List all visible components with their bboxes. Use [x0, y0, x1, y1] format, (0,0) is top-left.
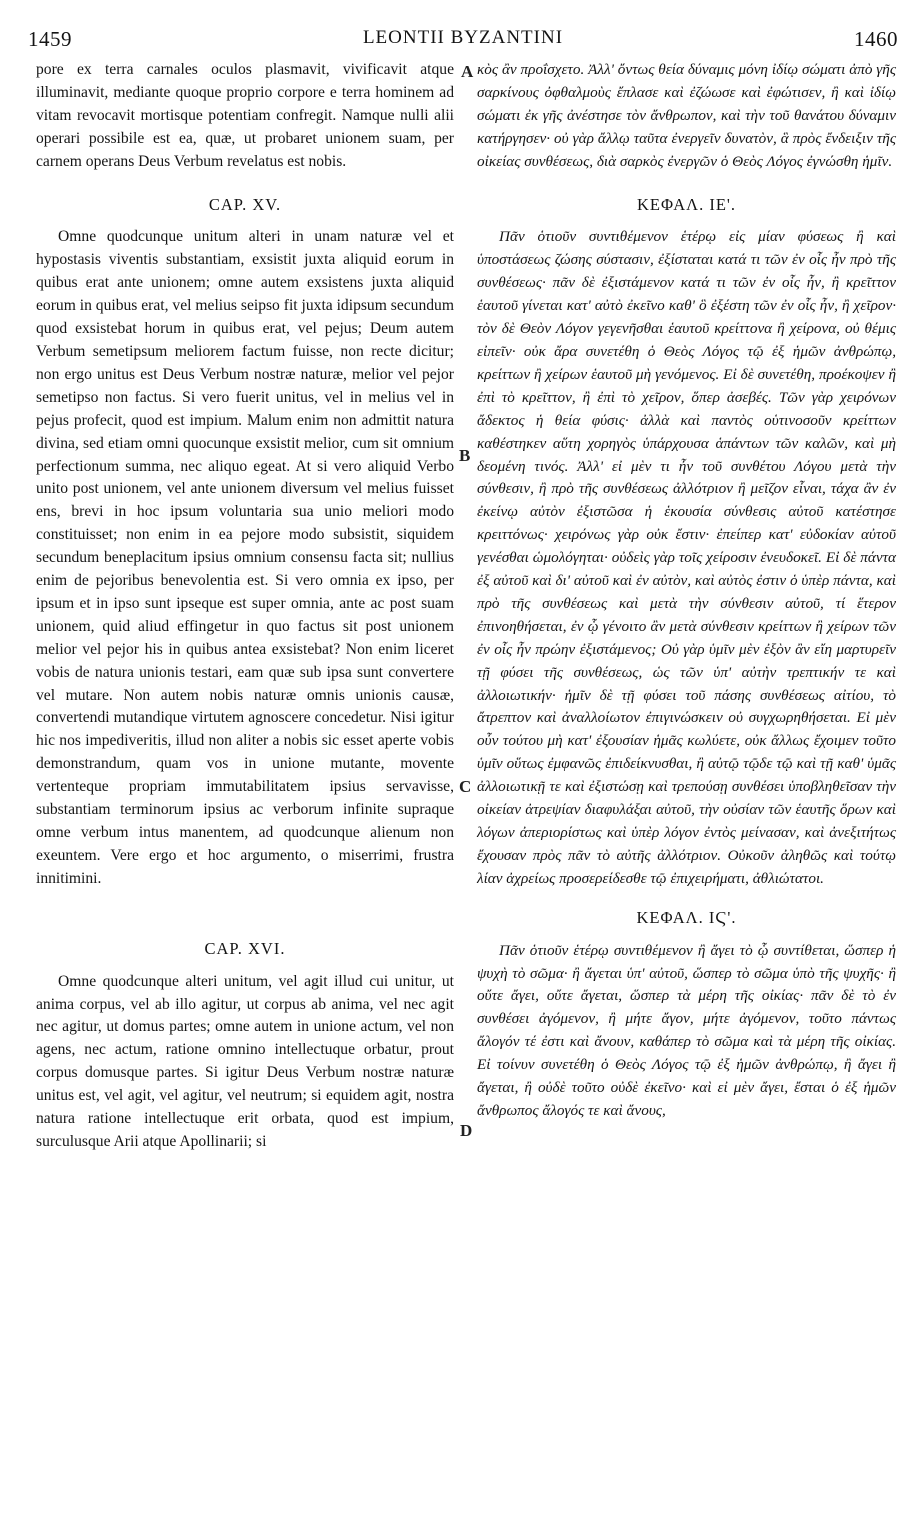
latin-intro-paragraph: pore ex terra carnales oculos plasmavit, vivificavit atque illuminavit, mediante quoque proprio corpore e terra hominem ad vitam revocavit mortisque potentiam confregit. Namque nulli alii operari possibile est ea, quæ, ut probaret unionem suam, per carnem operans Deus Verbum revelatus est nobis.: [36, 61, 454, 170]
greek-column: [477, 59, 896, 1123]
latin-column: [36, 59, 454, 1154]
left-page-number: 1459: [28, 27, 72, 51]
margin-letter-a: A: [461, 62, 474, 81]
margin-letter-d: D: [460, 1121, 473, 1140]
latin-chapter-16-text: Omne quodcunque alteri unitum, vel agit illud cui unitur, ut anima corpus, vel ab illo agitur, ut corpus ab anima, vel nec agit nec agitur, ut domus partes; omne autem in unione actum, vel non agens, nec actum, ratione omnino intellectuque orbatur, prout corpus domusque partes. Si igitur Deus Verbum nostræ naturæ unitus est, vel agit, vel agitur, vel neutrum; si equidem agit, nostra natura ratione intellectuque erit orbata, quod est impium, surculusque Arii atque Apollinarii; si: [36, 972, 454, 1150]
greek-chapter-15-heading: ΚΕΦΑΛ. ΙΕ'.: [636, 194, 737, 214]
latin-chapter-15-heading: CAP. XV.: [208, 194, 282, 214]
margin-letter-c: C: [459, 777, 472, 796]
greek-intro-paragraph: κὸς ἂν προΐσχετο. Ἀλλ' ὄντως θεία δύναμις μόνη ἰδίῳ σώματι ἀπὸ γῆς σαρκίνους ὀφθαλμοὺς ἔπλασε καὶ ἐζώωσε καὶ ἐφώτισεν, ἢ καὶ ἰδίῳ σώματι ἐκ γῆς ἀνέστησε τὸν ἄνθρωπον, καὶ τὴν τοῦ θανάτου δύναμιν κατήργησεν· οὐ γὰρ ἄλλῳ ταῦτα ἐνεργεῖν δυνατὸν, ἃ πρὸς ἔνδειξιν τῆς οἰκείας συνθέσεως, διὰ σαρκὸς ἐνεργῶν ὁ Θεὸς Λόγος ἐγνώσθη ἡμῖν.: [477, 61, 896, 170]
running-title: LEONTII BYZANTINI: [362, 27, 564, 48]
right-page-number: 1460: [854, 27, 898, 51]
greek-chapter-16-text: Πᾶν ὁτιοῦν ἑτέρῳ συντιθέμενον ἢ ἄγει τὸ ᾧ συντίθεται, ὥσπερ ἡ ψυχὴ τὸ σῶμα· ἢ ἄγεται ὑπ' αὐτοῦ, ὥσπερ τὸ σῶμα ὑπὸ τῆς ψυχῆς· ἢ οὔτε ἄγει, οὔτε ἄγεται, ὥσπερ τὰ μέρη τῆς οἰκίας· πᾶν δὲ τὸ ἐν συνθέσει ἀγόμενον, ἢ μήτε ἄγον, μήτε ἀγόμενον, τοῦτο πάντως ἄλογόν τέ ἐστι καὶ ἄνουν, καθάπερ τὸ σῶμα καὶ τὰ μέρη τῆς οἰκίας. Εἰ τοίνυν συνετέθη ὁ Θεὸς Λόγος τῷ ἐξ ἡμῶν ἀνθρώπῳ, ἢ ἄγει ἢ ἄγεται, ἢ οὐδὲ τοῦτο οὐδὲ ἐκεῖνο· καὶ εἰ μὲν ἄγει, ἔσται ὁ ἐξ ἡμῶν ἄνθρωπος ἄλογός τε καὶ ἄνους,: [477, 941, 896, 1119]
greek-chapter-16-heading: ΚΕΦΑΛ. ΙϚ'.: [636, 907, 737, 927]
greek-chapter-15-text: Πᾶν ὁτιοῦν συντιθέμενον ἑτέρῳ εἰς μίαν φύσεως ἢ καὶ ὑποστάσεως ζώσης σύστασιν, ἐξίσταται κατά τι τῶν ἐν οἷς ἦν πρὸ τῆς συνθέσεως· πᾶν δὲ ἐξιστάμενον κατά τι τῶν ἐν οἷς ἦν, ἢ κρεῖττον ἑαυτοῦ γίνεται κατ' αὐτὸ ἐκεῖνο καθ' ὃ ἐξέστη τῶν ἐν οἷς ἦν, ἢ χεῖρον· τὸν δὲ Θεὸν Λόγον γεγενῆσθαι ἑαυτοῦ κρείττονα ἢ χείρονα, οὐ θέμις εἰπεῖν· οὐκ ἄρα συνετέθη ὁ Θεὸς Λόγος τῷ ἐξ ἡμῶν ἀνθρώπῳ, κρείττων ἢ χείρων ἑαυτοῦ μὴ γενόμενος. Εἰ δὲ συνετέθη, προέκοψεν ἢ ἐπὶ τὸ κρεῖττον, ἢ ἐπὶ τὸ χεῖρον, ὅπερ ἀσεβές. Τῶν γὰρ χειρόνων ἄδεκτος ἡ θεία φύσις· ἀλλὰ καὶ παντὸς οὑτινοσοῦν κρείττων καθέστηκεν αὕτη χορηγὸς ὑπάρχουσα ἁπάντων τῶν καλῶν, καὶ μὴ δεομένη τινός. Ἀλλ' εἰ μὲν τι ἦν τοῦ συνθέτου Λόγου μετὰ τὴν σύνθεσιν, ἢ πρὸ τῆς συνθέσεως ἀλλότριον ἢ μεῖζον εἶναι, τάχα ἂν ἐν ἐκείνῳ αὐτὸν ἐξιστῶσα ἡ ἑκουσία σύνθεσις αὐτοῦ κατέστησε κρειττόνως· χειρόνως γὰρ οὐκ ἔστιν· ἐπείπερ κατ' εὐδοκίαν αὐτοῦ γενέσθαι ὡμολόγηται· οὐδεὶς γὰρ τοῖς χείροσιν ἐνευδοκεῖ. Εἰ δὲ πάντα ἐξ αὐτοῦ καὶ δι' αὐτοῦ καὶ ἐν αὐτὸν, καὶ αὐτὸς ἐστιν ὁ ὑπὲρ πάντα, καὶ πρὸ τῆς συνθέσεως καὶ μετὰ τὴν σύνθεσιν αὐτοῦ, τί ἕτερον ἐπινοηθήσεται, ἐν ᾧ γένοιτο ἂν μετὰ σύνθεσιν κρείττων ἢ χείρων τῶν ἐν οἷς ἦν πρώην ἐξιστάμενος; Οὐ γὰρ ὑμῖν μὲν ἐξὸν ἂν εἴη μαρτυρεῖν τῇ φύσει τῆς συνθέσεως, ὡς τῶν ὑπ' αὐτὴν τρεπτικήν τε καὶ ἀλλοιωτικήν· ἡμῖν δὲ τῇ φύσει τοῦ πάσης συνθέσεως αἰτίου, τὸ ἄτρεπτον καὶ ἀναλλοίωτον ἐπιγινώσκειν οὐ συγχωρηθήσεται. Εἰ μὲν οὖν τούτου μὴ κατ' ἐξουσίαν ἡμᾶς κωλύετε, οὐκ ἄλλως ἔχοιμεν τοῦτο ὑμῖν οὕτως ἐμφανῶς ἐπιδείκνυσθαι, ἢ αὐτῷ τῷδε τῷ καὶ τῇ καθ' ὑμᾶς ἀλλοιωτικῇ τε καὶ ἐξιστώσῃ καὶ τρεπούσῃ συνθέσει ὑποβληθεῖσαν τὴν οἰκείαν ἀτρεψίαν διαφυλάξαι αὐτοῦ, τὴν οὐσίαν τῶν ἑαυτῆς ὅρων καὶ λόγων ἀπεριορίστως καὶ ὑπὲρ λόγον ἐντὸς μείνασαν, καὶ ἀνεξιτήτως ἔχουσαν πρὸς πᾶν τὸ αὐτῆς ἀλλότριον. Οὐκοῦν ἀληθῶς καὶ τούτῳ λίαν ἀχρείως προσερείδεσθε τῷ ἐπιχειρήματι, ἀθλιώτατοι.: [477, 228, 896, 887]
latin-chapter-16-heading: CAP. XVI.: [204, 938, 286, 958]
margin-letter-b: B: [459, 446, 471, 465]
running-header: [28, 27, 898, 55]
latin-chapter-15-text: Omne quodcunque unitum alteri in unam naturæ vel et hypostasis viventis substantiam, exsistit juxta aliquid eorum in quibus erat ante unionem; omne autem exsistens juxta aliquid eorum in quibus erat, vel melius seipso fit juxta idipsum secundum quod exsistebat horum in quibus erat, vel pejus; Deum autem Verbum semetipsum meliorem factum fuisse, non recte dicitur; non ergo unitus est Deus Verbum nostræ naturæ, melior vel pejor semetipso non factus. Si vero fuerit unitus, vel in melius vel in pejus profecit, quod est impium. Malum enim non admittit natura divina, sed etiam omni quocunque exsistit melior, cum sit omnium perfectionum summa, nec aliquo egeat. At si vero aliquid Verbo unito post unionem, vel ante unionem diversum vel melius fuisset ens, brevi in hoc ipsum voluntaria sua unio meliori modo constituisset; non enim in ea pejore modo subsistit, siquidem secundum beneplacitum ipsius omnium consensu facta sit; nullius enim de pejoribus benevolentia est. Si vero omnia ex ipso, per ipsum et in ipso sunt ipseque est super omnia, ante ac post suam unionem, quid aliud effingetur in quo factus sit post unionem melior vel pejor his in quibus antea exsistebat? Non enim liceret vobis de natura unionis testari, eam quæ sub ipsa sunt convertere vel mutare. Non autem nobis naturæ omnis unionis causæ, convertendi mutandique virtutem agnoscere concedetur. Nisi igitur hic nos impediveritis, illud non aliter a nobis sic esset aperte vobis demonstrandum, quam vos in unione mutante, movente vertenteque propriam immutabilitatem ipsius servavisse, substantiam terminorum ipsius ac verborum infinite supraque omne verbum intus manentem, ad quodcunque alienum non exeuntem. Vere ergo et hoc argumento, o miserrimi, frustra innitimini.: [36, 228, 454, 887]
